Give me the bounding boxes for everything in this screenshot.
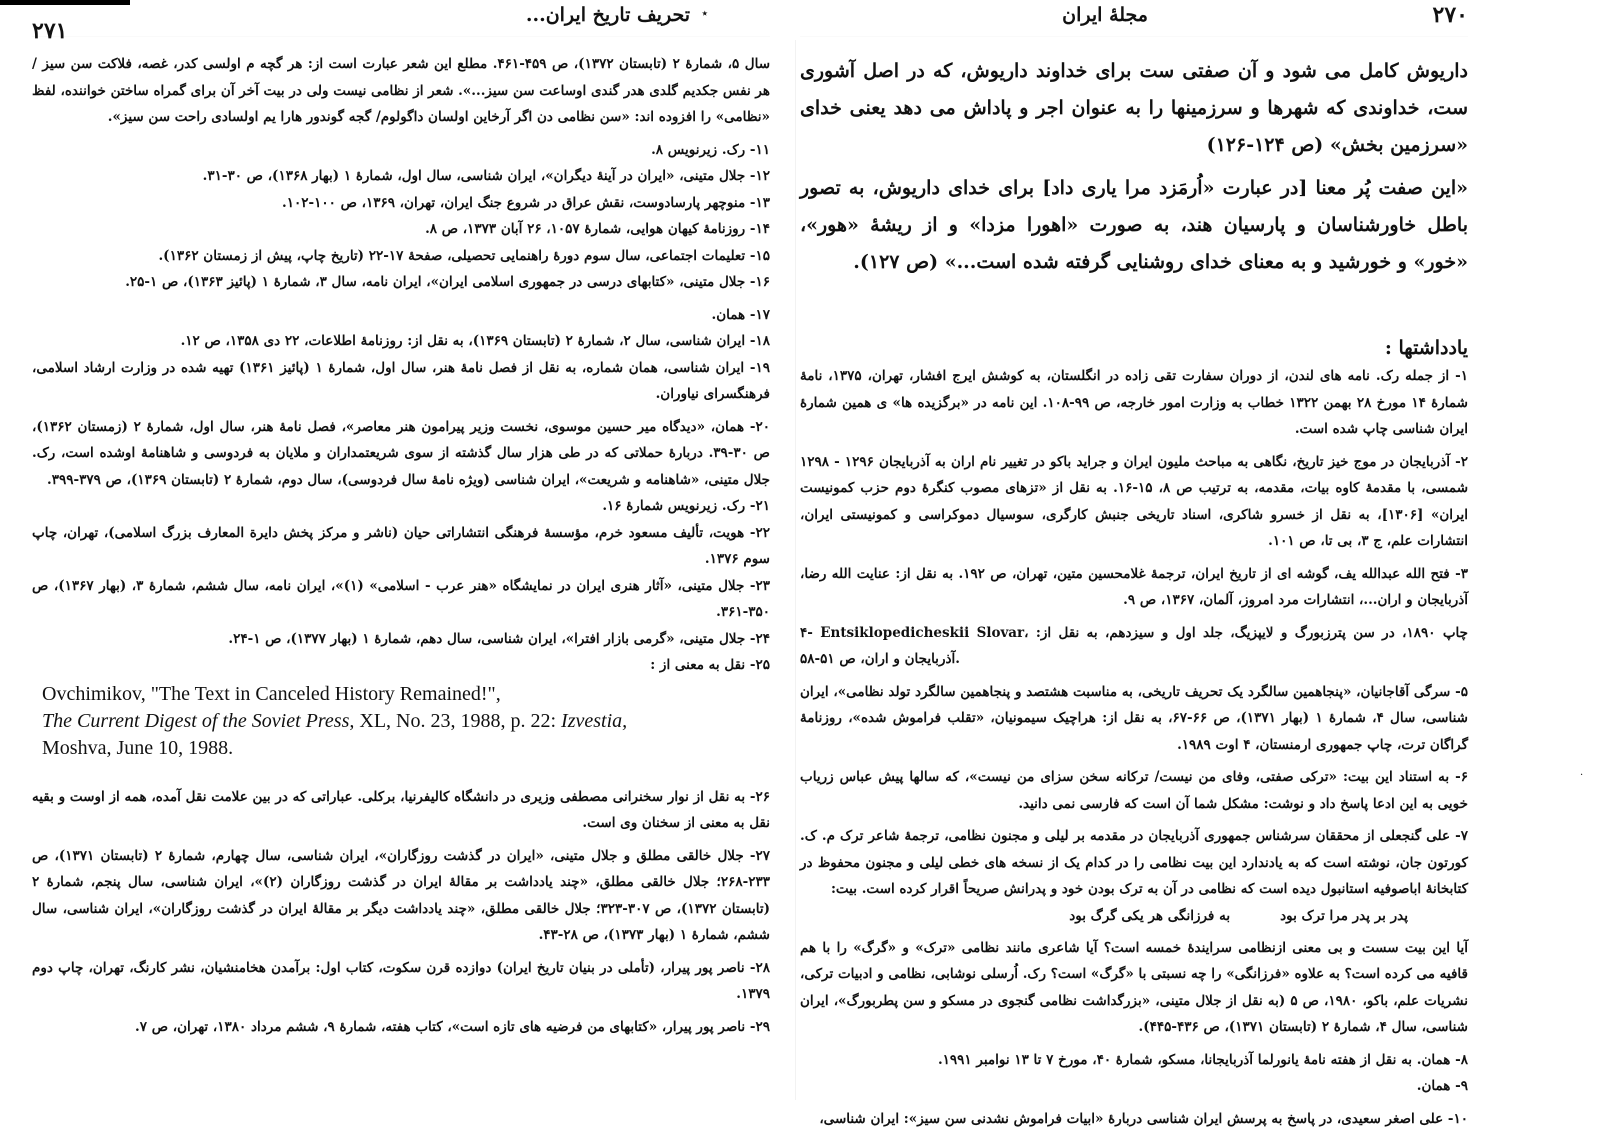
footnote: ۷- علی گنجعلی از محققان سرشناس جمهوری آذربایجان در مقدمه بر لیلی و مجنون نظامی، ترجمهٔ شاعر ترک م. ک. کورتون جان، نوشته است که به یادندارد این بیت نظامی را در کدام یک از نسخه های خطی لیلی و مجنون محفوظ در کتابخانهٔ اباصوفیه استانبول دیده است که نظامی در آن به ترک بودن خود و پدرانش صریحاً اقرار کرده است. بیت: bbox=[800, 828, 1468, 897]
footnote: ۸- همان. به نقل از هفته نامهٔ یانورلما آذربایجانا، مسکو، شمارهٔ ۴۰، مورخ ۷ تا ۱۳ نوامبر ۱۹۹۱. bbox=[937, 1051, 1468, 1068]
notes-heading: یادداشتها : bbox=[1384, 337, 1468, 359]
footnote: ۲۴- جلال متینی، «گرمی بازار افترا»، ایران شناسی، سال دهم، شمارهٔ ۱ (بهار ۱۳۷۷)، ص ۱-۲۴. bbox=[228, 630, 770, 647]
footnote: آیا این بیت سست و بی معنی ازنظامی سرایندهٔ خمسه است؟ آیا شاعری مانند نظامی «ترک» و «گرگ» را با هم قافیه می کرده است؟ به علاوه «فرزانگی» را چه نسبتی با «گرگ» است؟ رک. اُرسلی نوشابی، نظامی و ادبیات ترکی، نشریات علم، باکو، ۱۹۸۰، ص ۵ (به نقل از جلال متینی، «بزرگداشت نظامی گنجوی در مسکو و سن پطربورگ»، ایران شناسی، سال ۴، شمارهٔ ۲ (تابستان ۱۳۷۱)، ص ۴۳۶-۴۴۵). bbox=[800, 939, 1468, 1035]
footnote: ۱۵- تعلیمات اجتماعی، سال سوم دورهٔ راهنمایی تحصیلی، صفحهٔ ۱۷-۲۲ (تاریخ چاپ، پیش از زمستان ۱۳۶۲). bbox=[158, 247, 770, 264]
footnote: ۶- به استناد این بیت: «ترکی صفتی، وفای من نیست/ ترکانه سخن سزای من نیست»، که سالها پیش عباس زریاب خویی به این ادعا پاسخ داد و نوشت: مشکل شما آن است که فارسی نمی دانید. bbox=[800, 769, 1468, 812]
footnote: ۱۶- جلال متینی، «کتابهای درسی در جمهوری اسلامی ایران»، ایران نامه، سال ۳، شمارهٔ ۱ (پائیز ۱۳۶۳)، ص ۱-۲۵. bbox=[125, 274, 770, 290]
footnotes-top bbox=[32, 51, 770, 679]
footnote: ۱۲- جلال متینی، «ایران در آینهٔ دیگران»، ایران شناسی، سال اول، شمارهٔ ۱ (بهار ۱۳۶۸)، ص ۳۰-۳۱. bbox=[202, 168, 770, 184]
footnote: ۲۲- هویت، تألیف مسعود خرم، مؤسسهٔ فرهنگی انتشاراتی حیان (ناشر و مرکز پخش دایرة المعارف بزرگ اسلامی)، تهران، چاپ سوم ۱۳۷۶. bbox=[32, 524, 770, 567]
footnote: ۲- آذربایجان در موج خیز تاریخ، نگاهی به مباحث ملیون ایران و جراید باکو در تغییر نام اران به آذربایجان ۱۲۹۶ - ۱۲۹۸ شمسی، با مقدمهٔ کاوه بیات، مقدمه، به ترتیب ص ۸، ۱۵-۱۶. به نقل از «تزهای مصوب کنگرهٔ دوم حزب کمونیست ایران» [۱۳۰۶]، به نقل از خسرو شاکری، اسناد تاریخی جنبش کارگری، سوسیال دموکراسی و کمونیستی ایران، انتشارات علم، ج ۳، بی تا، ص ۱۰۱. bbox=[800, 453, 1468, 549]
verse-hemistich: به فرزانگی هر یکی گرگ بود bbox=[1069, 907, 1231, 924]
footnote: ۲۵- نقل به معنی از : bbox=[650, 657, 770, 673]
journal-details: XL, No. 23, 1988, p. 22: bbox=[354, 709, 562, 732]
latin-reference bbox=[42, 681, 770, 762]
page-number: ۲۷۰ bbox=[1432, 2, 1468, 28]
footnote: ۱۸- ایران شناسی، سال ۲، شمارهٔ ۲ (تابستان ۱۳۶۹)، به نقل از: روزنامهٔ اطلاعات، ۲۲ دی ۱۳۵۸، ص ۱۲. bbox=[180, 333, 770, 349]
footnote: ۱۹- ایران شناسی، همان شماره، به نقل از فصل نامهٔ هنر، سال اول، شمارهٔ ۱ (پائیز ۱۳۶۱) تهیه شده در وزارت ارشاد اسلامی، فرهنگسرای نیاوران. bbox=[32, 359, 770, 402]
footnote: ۲۰- همان، «دیدگاه میر حسین موسوی، نخست وزیر پیرامون هنر معاصر»، فصل نامهٔ هنر، سال اول، شمارهٔ ۲ (زمستان ۱۳۶۲)، ص ۳۰-۳۹. دربارهٔ حملاتی که در طی هزار سال گذشته از سوی شریعتمداران و ملایان به فردوسی و شاهنامهٔ اوشده است، رک. جلال متینی، «شاهنامه و شریعت»، ایران شناسی (ویژه نامهٔ سال فردوسی)، سال دوم، شمارهٔ ۲ (تابستان ۱۳۶۹)، ص ۳۷۹-۳۹۹. bbox=[32, 418, 770, 488]
body-paragraph: «این صفت پُر معنا [در عبارت «اُرمَزد مرا یاری داد] برای خدای داریوش، به تصور باطل خاورشناسان و پارسیان هند، به صورت «اهورا مزدا» و از ریشهٔ «هور»، «خور» و خورشید و به معنای خدای روشنایی گرفته شده است...» (ص ۱۲۷). bbox=[800, 177, 1468, 273]
ornament-mark: ٭ bbox=[701, 6, 708, 20]
footnote: سال ۵، شمارهٔ ۲ (تابستان ۱۳۷۲)، ص ۴۵۹-۴۶۱. مطلع این شعر عبارت است از: هر گچه م اولسی کدر، غصه، فلاکت سن سیز / هر نفس جکدیم گلدی هدر گندی اوساعت سن سیز...». شعر از نظامی نیست ولی در بیت آخر آن برای گمراه ساختن خواننده، لفظ «نظامی» را افزوده اند: «سن نظامی دن اگر آرخاین اولسان داگولوم/ گجه گوندور هارا یم اولسادی راحت سن سیز». bbox=[32, 56, 771, 125]
left-page-header bbox=[32, 0, 770, 44]
footnote: ۲۷- جلال خالقی مطلق و جلال متینی، «ایران در گذشت روزگاران»، ایران شناسی، سال چهارم، شمارهٔ ۲ (تابستان ۱۳۷۱)، ص ۲۳۳-۲۶۸؛ جلال خالقی مطلق، «چند یادداشت بر مقالهٔ ایران در گذشت روزگاران (۲)»، ایران شناسی، سال پنجم، شمارهٔ ۲ (تابستان ۱۳۷۲)، ص ۳۰۷-۳۲۳؛ جلال خالقی مطلق، «چند یادداشت دیگر بر مقالهٔ ایران در گذشت روزگاران»، ایران شناسی، سال ششم، شمارهٔ ۱ (بهار ۱۳۷۳)، ص ۲۸-۴۳. bbox=[32, 847, 770, 943]
latin-ref-line1: Ovchimikov, "The Text in Canceled History Remained!", bbox=[42, 682, 501, 705]
footnotes-bottom bbox=[32, 784, 770, 1041]
running-title: مجلهٔ ایران bbox=[1062, 4, 1148, 26]
footnote: ۲۱- رک. زیرنویس شمارهٔ ۱۶. bbox=[602, 498, 770, 514]
body-paragraph: داریوش کامل می شود و آن صفتی ست برای خداوند داریوش، که در اصل آشوری ست، خداوندی که شهرها و سرزمینها را به عنوان اجر و پاداش می دهد یعنی خدای «سرزمین بخش» (ص ۱۲۴-۱۲۶) bbox=[800, 60, 1468, 156]
right-page-header bbox=[701, 0, 1468, 37]
verse-hemistich: پدر بر پدر مرا ترک بود bbox=[1280, 907, 1408, 924]
footnote: ۲۶- به نقل از نوار سخنرانی مصطفی وزیری در دانشگاه کالیفرنیا، برکلی. عباراتی که در بین علامت نقل آمده، همه از اوست و بقیه نقل به معنی از سخنان وی است. bbox=[32, 788, 770, 831]
latin-ref-line2 bbox=[42, 708, 770, 735]
footnote: ۲۹- ناصر پور پیرار، «کتابهای من فرضیه های تازه است»، کتاب هفته، شمارهٔ ۹، ششم مرداد ۱۳۸۰، تهران، ص ۷. bbox=[135, 1018, 770, 1035]
footnote: ۱۳- منوچهر پارسادوست، نقش عراق در شروع جنگ ایران، تهران، ۱۳۶۹، ص ۱۰۰-۱۰۲. bbox=[282, 194, 770, 211]
verse-couplet bbox=[800, 903, 1468, 929]
newspaper-title: Izvestia, bbox=[561, 709, 628, 732]
scan-speck: · bbox=[1580, 770, 1584, 781]
footnote: ۲۳- جلال متینی، «آثار هنری ایران در نمایشگاه «هنر عرب - اسلامی» (۱)»، ایران نامه، سال ششم، شمارهٔ ۳، (بهار ۱۳۶۷)، ص ۳۵۰-۳۶۱. bbox=[32, 577, 770, 620]
page-number: ۲۷۱ bbox=[32, 18, 68, 44]
footnote: ۱۴- روزنامهٔ کیهان هوایی، شمارهٔ ۱۰۵۷، ۲۶ آبان ۱۳۷۳، ص ۸. bbox=[425, 221, 770, 237]
footnote: ۹- همان. bbox=[1416, 1078, 1468, 1094]
footnote: ۱۱- رک. زیرنویس ۸. bbox=[651, 141, 770, 158]
footnote: ۲۸- ناصر پور پیرار، (تأملی در بنیان تاریخ ایران) دوازده قرن سکوت، کتاب اول: برآمدن هخامنشیان، نشر کارنگ، تهران، چاپ دوم ۱۳۷۹. bbox=[32, 959, 770, 1002]
running-title: تحریف تاریخ ایران... bbox=[525, 4, 690, 26]
footnote: ۳- فتح الله عبدالله یف، گوشه ای از تاریخ ایران، ترجمهٔ غلامحسین متین، تهران، ص ۱۹۲. به نقل از: عنایت الله رضا، آذربایجان و اران...، انتشارات مرد امروز، آلمان، ۱۳۶۷، ص ۹. bbox=[800, 565, 1468, 608]
footnote: ۱۷- همان. bbox=[711, 306, 770, 323]
footnote: ۱۰- علی اصغر سعیدی، در پاسخ به پرسش ایران شناسی دربارهٔ «ابیات فراموش نشدنی سن سیز»: ایران شناسی، bbox=[819, 1110, 1468, 1127]
journal-title: The Current Digest of the Soviet Press, bbox=[42, 709, 355, 732]
footnote: ۴- Entsiklopedicheskii Slovar، چاپ ۱۸۹۰، در سن پترزبورگ و لایپزیگ، جلد اول و سیزدهم، به نقل از: آذربایجان و اران، ص ۵۱-۵۸. bbox=[800, 624, 1469, 667]
footnote: ۵- سرگی آقاجانیان، «پنجاهمین سالگرد یک تحریف تاریخی، به مناسبت هشتصد و پنجاهمین سالگرد تولد نظامی»، ایران شناسی، سال ۴، شمارهٔ ۱ (بهار ۱۳۷۱)، ص ۶۶-۶۷، به نقل از: هراچیک سیمونیان، «تقلب فراموش شده»، روزنامهٔ گراگان ترت، چاپ جمهوری ارمنستان، ۴ اوت ۱۹۸۹. bbox=[800, 683, 1468, 753]
latin-ref-line3: Moshva, June 10, 1988. bbox=[42, 736, 234, 759]
footnote: ۱- از جمله رک. نامه های لندن، از دوران سفارت تقی زاده در انگلستان، به کوشش ایرج افشار، تهران، ۱۳۷۵، نامهٔ شمارهٔ ۱۴ مورخ ۲۸ بهمن ۱۳۲۲ خطاب به وزارت امور خارجه، ص ۹۹-۱۰۸. این نامه در «برگزیده ها» ی همین شمارهٔ ایران شناسی چاپ شده است. bbox=[800, 368, 1469, 437]
footnotes bbox=[800, 363, 1468, 1132]
